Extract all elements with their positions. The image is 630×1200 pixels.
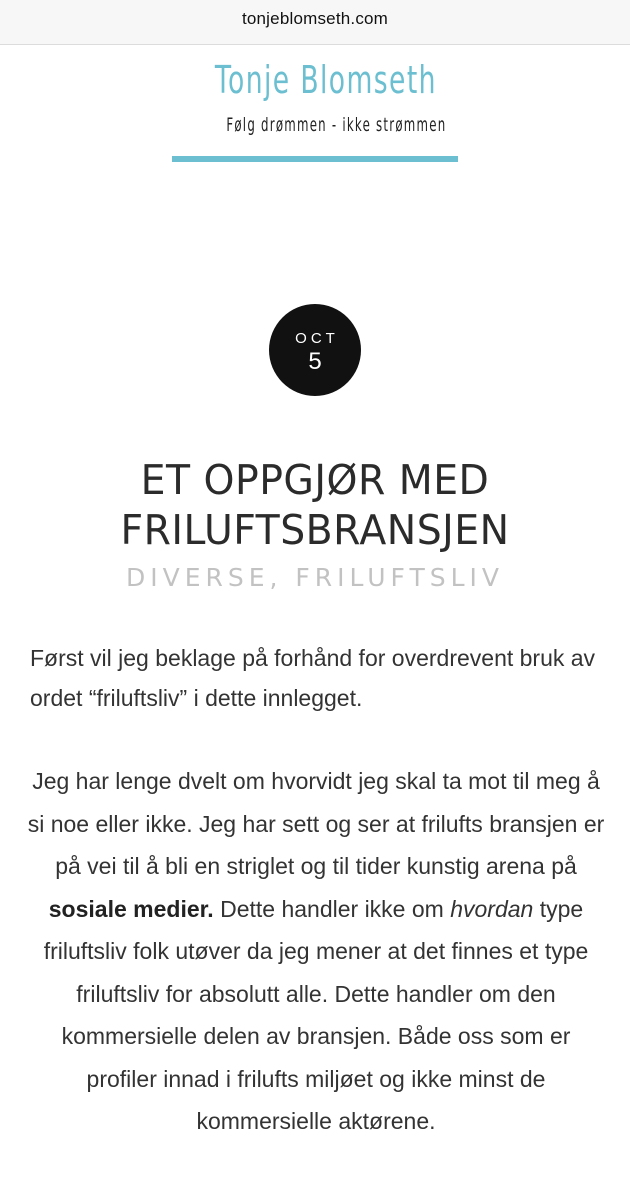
browser-address-bar[interactable] <box>0 0 630 45</box>
post-date-day: 5 <box>308 348 322 375</box>
body-text-part-3: type friluftsliv folk utøver da jeg mener at det finnes et type friluftsliv for absolutt alle. Dette handler om den kommersielle delen av bransjen. Både oss som er profiler innad i frilufts miljøet og ikke minst de kommersielle aktørene. <box>43 895 589 1134</box>
post-date-month: OCT <box>295 330 339 347</box>
site-title-logo[interactable]: Tonje Blomseth <box>214 58 437 102</box>
url-text[interactable]: tonjeblomseth.com <box>241 9 389 28</box>
site-tagline: Følg drømmen - ikke strømmen <box>226 114 447 136</box>
header-divider <box>172 156 458 162</box>
body-text-part-2: Dette handler ikke om <box>213 895 451 922</box>
body-text-italic: hvordan <box>450 895 534 922</box>
post-categories[interactable]: DIVERSE, FRILUFTSLIV <box>125 563 505 592</box>
body-text-part-1: Jeg har lenge dvelt om hvorvidt jeg skal ta mot til meg å si noe eller ikke. Jeg har sett og ser at frilufts bransjen er på vei til å bli en striglet og til tider kunstig arena på <box>27 768 605 879</box>
post-date-badge <box>269 304 361 396</box>
site-header[interactable] <box>172 52 458 164</box>
body-text-bold: sosiale medier. <box>48 895 214 922</box>
post-intro-paragraph: Først vil jeg beklage på forhånd for overdrevent bruk av ordet “friluftsliv” i dette innlegget. <box>30 645 596 711</box>
post-title[interactable]: ET OPPGJØR MED FRILUFTSBRANSJEN <box>120 456 510 554</box>
post-body-paragraph <box>24 760 608 1143</box>
